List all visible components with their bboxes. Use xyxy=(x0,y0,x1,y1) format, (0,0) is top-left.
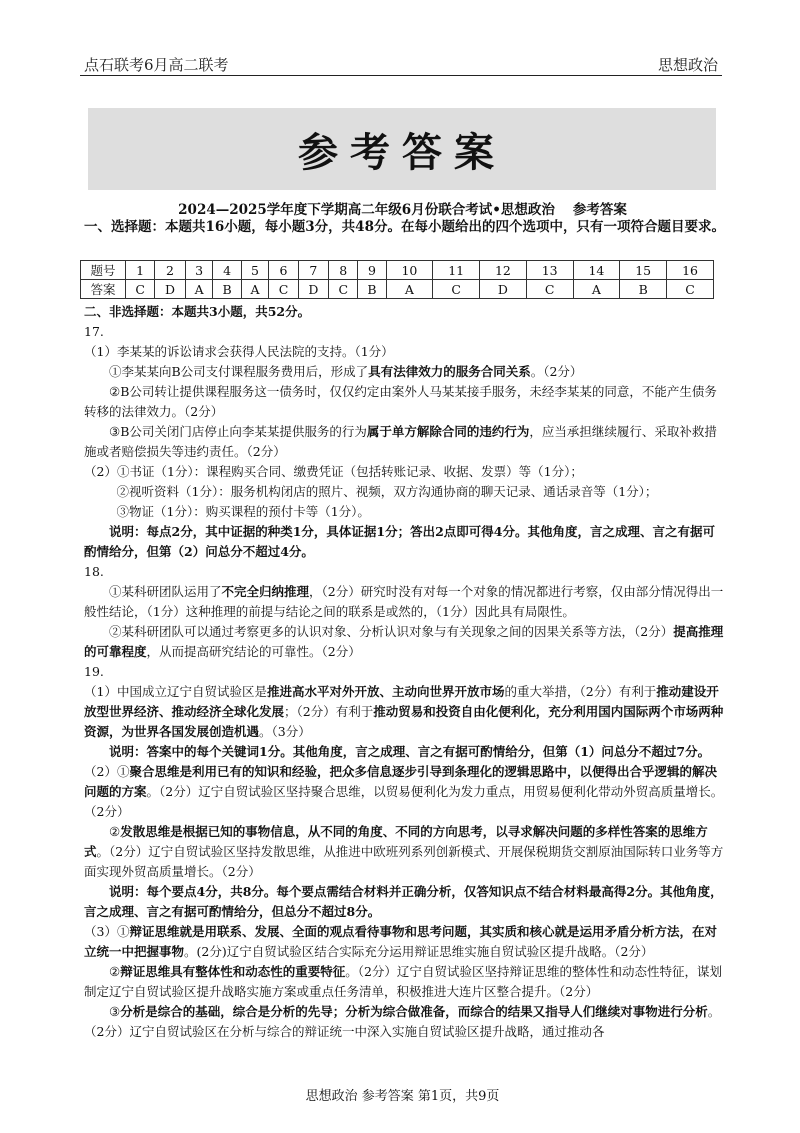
answer-cell: A xyxy=(386,280,433,299)
exam-title-suffix: 参考答案 xyxy=(572,202,627,218)
answer-cell: D xyxy=(298,280,329,299)
question-number: 2 xyxy=(155,261,186,280)
question-number: 16 xyxy=(667,261,714,280)
question-number: 15 xyxy=(620,261,667,280)
answer-table xyxy=(80,260,714,299)
q19-part1-note: 说明：答案中的每个关键词1分。其他角度，言之成理、言之有据可酌情给分，但第（1）问总分不超过7分。 xyxy=(109,744,711,759)
q17-part2-physical: ③物证（1分）：购买课程的预付卡等（1分）。 xyxy=(116,504,370,519)
answer-cell: C xyxy=(433,280,480,299)
answer-table-numbers-row xyxy=(81,261,714,280)
q19-part3-point1: （3）①辩证思维就是用联系、发展、全面的观点看待事物和思考问题，其实质和核心就是运用矛盾分析方法，在对立统一中把握事物。(2分)辽宁自贸试验区结合实际充分运用辩证思维实施自贸试验区提升战略。（2分） xyxy=(84,924,717,959)
answer-cell: C xyxy=(667,280,714,299)
q17-number: 17. xyxy=(84,324,104,339)
answer-table-answers-row xyxy=(81,280,714,299)
answer-cell: B xyxy=(620,280,667,299)
answer-cell: B xyxy=(213,280,241,299)
question-number: 8 xyxy=(329,261,358,280)
header-rule xyxy=(80,75,722,76)
answer-cell: A xyxy=(185,280,213,299)
exam-title xyxy=(80,198,725,218)
q19-number: 19. xyxy=(84,664,104,679)
question-number: 1 xyxy=(126,261,155,280)
answer-cell: C xyxy=(126,280,155,299)
answer-cell: B xyxy=(358,280,386,299)
banner-title: 参考答案 xyxy=(298,128,506,176)
q18-point1: ①某科研团队运用了不完全归纳推理，（2分）研究时没有对每一个对象的情况都进行考察，仅由部分情况得出一般性结论，（1分）这种推理的前提与结论之间的联系是或然的，（1分）因此具有局限性。 xyxy=(84,584,724,619)
question-number: 9 xyxy=(358,261,386,280)
answer-cell: A xyxy=(241,280,269,299)
q17-part2-audiovisual: ②视听资料（1分）：服务机构闭店的照片、视频，双方沟通协商的聊天记录、通话录音等（1分）； xyxy=(116,484,658,499)
answer-cell: D xyxy=(155,280,186,299)
exam-title-main: 2024—2025学年度下学期高二年级6月份联合考试•思想政治 xyxy=(178,202,555,218)
question-number: 6 xyxy=(269,261,298,280)
page-footer: 思想政治 参考答案 第1页，共9页 xyxy=(305,1089,500,1104)
q17-part2-documentary: （2）①书证（1分）：课程购买合同、缴费凭证（包括转账记录、收据、发票）等（1分）； xyxy=(84,464,583,479)
question-number: 14 xyxy=(573,261,620,280)
q17-point3: ③B公司关闭门店停止向李某某提供服务的行为属于单方解除合同的违约行为，应当承担继续履行、采取补救措施或者赔偿损失等违约责任。（2分） xyxy=(84,424,717,459)
question-number: 11 xyxy=(433,261,480,280)
q17-scoring-note: 说明：每点2分，其中证据的种类1分，具体证据1分；答出2点即可得4分。其他角度，言之成理、言之有据可酌情给分，但第（2）问总分不超过4分。 xyxy=(84,524,715,559)
q19-part2-point1: （2）①聚合思维是利用已有的知识和经验，把众多信息逐步引导到条理化的逻辑思路中，以便得出合乎逻辑的解决问题的方案。（2分）辽宁自贸试验区坚持聚合思维，以贸易便利化为发力重点，用贸易便利化带动外贸高质量增长。（2分） xyxy=(84,764,724,819)
q18-point2: ②某科研团队可以通过考察更多的认识对象、分析认识对象与有关现象之间的因果关系等方法，（2分）提高推理的可靠程度，从而提高研究结论的可靠性。（2分） xyxy=(84,624,724,659)
q18-number: 18. xyxy=(84,564,104,579)
question-number: 5 xyxy=(241,261,269,280)
title-banner xyxy=(88,108,716,190)
question-number: 7 xyxy=(298,261,329,280)
q17-part1: （1）李某某的诉讼请求会获得人民法院的支持。（1分） xyxy=(84,344,394,359)
q19-part1: （1）中国成立辽宁自贸试验区是推进高水平对外开放、主动向世界开放市场的重大举措，（2分）有利于推动建设开放型世界经济、推动经济全球化发展；（2分）有利于推动贸易和投资自由化便利化，充分利用国内国际两个市场两种资源，为世界各国发展创造机遇。（3分） xyxy=(84,684,724,739)
section2-heading: 二、非选择题：本题共3小题，共52分。 xyxy=(84,304,311,319)
question-number: 3 xyxy=(185,261,213,280)
answer-body xyxy=(84,302,726,1042)
header-exam-name: 点石联考6月高二联考 xyxy=(84,56,229,74)
answer-cell: C xyxy=(526,280,573,299)
question-number: 10 xyxy=(386,261,433,280)
header-subject: 思想政治 xyxy=(657,56,718,74)
row-label-answer: 答案 xyxy=(81,280,126,299)
answer-cell: C xyxy=(329,280,358,299)
section1-heading: 一、选择题：本题共16小题，每小题3分，共48分。在每小题给出的四个选项中，只有一项符合题目要求。 xyxy=(84,219,725,235)
q19-part3-point2: ②辩证思维具有整体性和动态性的重要特征。（2分）辽宁自贸试验区坚持辩证思维的整体性和动态性特征，谋划制定辽宁自贸试验区提升战略实施方案或重点任务清单，积极推进大连片区整合提升。（2分） xyxy=(84,964,722,999)
question-number: 12 xyxy=(480,261,527,280)
row-label-number: 题号 xyxy=(81,261,126,280)
q17-point2: ②B公司转让提供课程服务这一债务时，仅仅约定由案外人马某某接手服务，未经李某某的同意，不能产生债务转移的法律效力。（2分） xyxy=(84,384,717,419)
question-number: 4 xyxy=(213,261,241,280)
q19-part2-point2: ②发散思维是根据已知的事物信息，从不同的角度、不同的方向思考，以寻求解决问题的多样性答案的思维方式。（2分）辽宁自贸试验区坚持发散思维，从推进中欧班列系列创新模式、开展保税期货交割原油国际转口业务等方面实现外贸高质量增长。（2分） xyxy=(84,824,724,879)
answer-cell: D xyxy=(480,280,527,299)
question-number: 13 xyxy=(526,261,573,280)
answer-cell: A xyxy=(573,280,620,299)
q19-part3-point3: ③分析是综合的基础，综合是分析的先导；分析为综合做准备，而综合的结果又指导人们继续对事物进行分析。（2分）辽宁自贸试验区在分析与综合的辩证统一中深入实施自贸试验区提升战略，通过推动各 xyxy=(84,1004,721,1039)
q17-point1: ①李某某向B公司支付课程服务费用后，形成了具有法律效力的服务合同关系。（2分） xyxy=(109,364,583,379)
answer-cell: C xyxy=(269,280,298,299)
q19-part2-note: 说明：每个要点4分，共8分。每个要点需结合材料并正确分析，仅答知识点不结合材料最高得2分。其他角度，言之成理、言之有据可酌情给分，但总分不超过8分。 xyxy=(84,884,723,919)
